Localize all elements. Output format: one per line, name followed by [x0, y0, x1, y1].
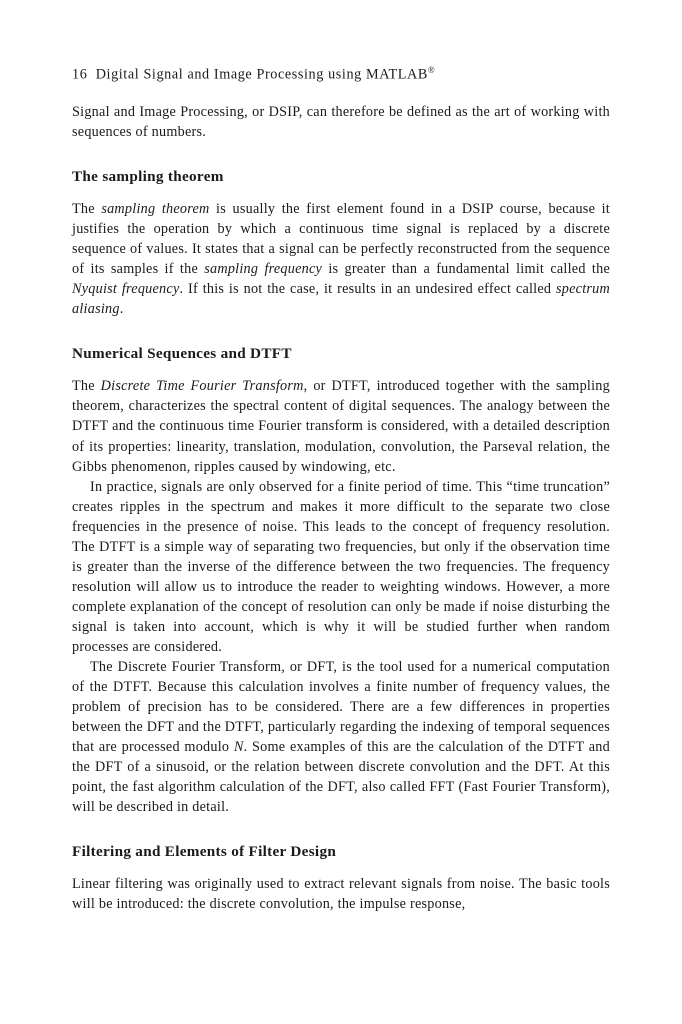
intro-paragraph: Signal and Image Processing, or DSIP, can therefore be defined as the art of working with sequences of numbers.: [72, 104, 610, 141]
dtft-paragraph-2: In practice, signals are only observed for a finite period of time. This “time truncation” creates ripples in the spectrum and makes it more difficult to the separate two close frequencies in the presence of noise. This leads to the concept of frequency resolution. The DTFT is a simple way of separating two frequencies, but only if the observation time is greater than the inverse of the difference between the two frequencies. The frequency resolution will allow us to introduce the reader to weighting windows. However, a more complete explanation of the concept of resolution can only be made if noise disturbing the signal is taken into account, which is why it will be studied further when random processes are considered.: [72, 478, 610, 655]
term-spectrum-aliasing: spectrum aliasing: [72, 281, 611, 318]
term-sampling-theorem: sampling theorem: [101, 201, 210, 218]
term-dtft: Discrete Time Fourier Transform: [100, 378, 304, 395]
filtering-paragraph: Linear filtering was originally used to extract relevant signals from noise. The basic tools will be introduced: the discrete convolution, the impulse response,: [72, 876, 610, 913]
dtft-paragraph-1: The Discrete Time Fourier Transform, or DTFT, introduced together with the sampling theorem, characterizes the spectral content of digital sequences. The analogy between the DTFT and the continuous time Fourier transform is considered, with a detailed description of its properties: linearity, translation, modulation, convolution, the Parseval relation, the Gibbs phenomenon, ripples caused by windowing, etc.: [72, 378, 610, 475]
heading-filtering: Filtering and Elements of Filter Design: [72, 843, 337, 861]
term-sampling-frequency: sampling frequency: [204, 261, 323, 278]
registered-mark: ®: [427, 65, 436, 75]
term-nyquist-frequency: Nyquist frequency: [72, 281, 180, 298]
running-head: [72, 62, 610, 84]
dtft-paragraph-3: The Discrete Fourier Transform, or DFT, is the tool used for a numerical computation of the DTFT. Because this calculation involves a finite number of frequency values, the problem of precision has to be considered. There are a few differences in properties between the DFT and the DTFT, particularly regarding the indexing of temporal sequences that are processed modulo N. Some examples of this are the calculation of the DTFT and the DFT of a sinusoid, or the relation between discrete convolution and the DFT. At this point, the fast algorithm calculation of the DFT, also called FFT (Fast Fourier Transform), will be described in detail.: [72, 659, 610, 816]
book-title: Digital Signal and Image Processing using MATLAB: [95, 66, 428, 83]
math-n: N: [233, 739, 244, 756]
heading-numerical-sequences-dtft: Numerical Sequences and DTFT: [72, 345, 292, 363]
heading-sampling-theorem: The sampling theorem: [72, 168, 224, 186]
page-number: 16: [72, 66, 88, 83]
book-page: [72, 62, 610, 915]
sampling-paragraph: The sampling theorem is usually the first element found in a DSIP course, because it justifies the operation by which a continuous time signal is replaced by a discrete sequence of values. It states that a signal can be perfectly reconstructed from the sequence of its samples if the sampling frequency is greater than a fundamental limit called the Nyquist frequency. If this is not the case, it results in an undesired effect called spectrum aliasing.: [72, 201, 611, 318]
